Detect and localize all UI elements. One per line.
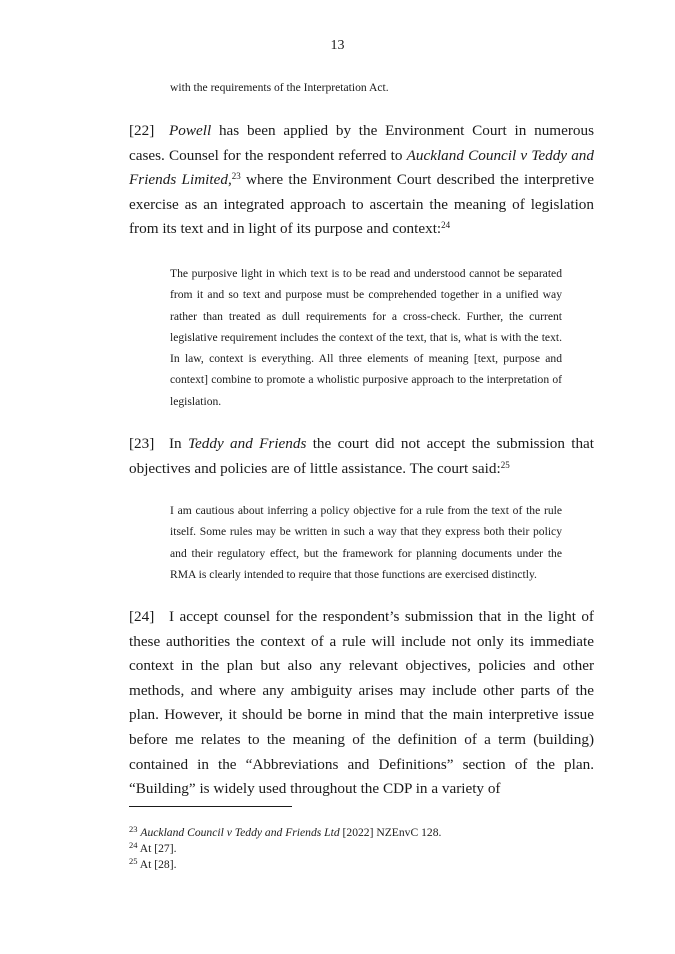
- paragraph-text: where the Environment Court described the interpretive exercise as an integrated approach to ascertain the meaning of legislation from its text and in light of its purpose and context:: [129, 171, 594, 238]
- case-name: Auckland Council v Teddy and Friends Ltd: [140, 826, 340, 839]
- footnote-text: At [28].: [139, 858, 177, 871]
- paragraph-text: I accept counsel for the respondent’s submission that in the light of these authorities the context of a rule will include not only its immediate context in the plan but also any relevant objectives, policies and other methods, and where any ambiguity arises may include other parts of the plan. However, it should be borne in mind that the main interpretive issue before me relates to the meaning of the definition of a term (building) contained in the “Abbreviations and Definitions” section of the plan. “Building” is widely used throughout the CDP in a variety of: [129, 608, 594, 798]
- paragraph-number: [22]: [129, 122, 155, 139]
- footnote-separator: [129, 806, 292, 807]
- paragraph-text: ,: [227, 171, 232, 189]
- paragraph-number: [23]: [129, 435, 155, 452]
- footnote-number: 25: [129, 856, 138, 866]
- paragraph-23: [129, 432, 594, 481]
- footnote-24: [129, 841, 176, 856]
- case-name: Powell: [169, 122, 212, 139]
- case-name: Teddy and Friends: [187, 435, 307, 452]
- footnote-23: [129, 825, 441, 840]
- paragraph-22: [129, 119, 594, 242]
- page-number: 13: [330, 38, 345, 53]
- block-quote: The purposive light in which text is to be read and understood cannot be separated from it and so text and purpose must be comprehended together in a unified way rather than treated as dull requirements for a cross-check. Further, the current legislative requirement includes the context of the text, that is, what is with the text. In law, context is everything. All three elements of meaning [text, purpose and context] combine to promote a wholistic purposive approach to the interpretation of legislation.: [170, 267, 562, 408]
- continuation-text: with the requirements of the Interpretation Act.: [170, 81, 389, 94]
- paragraph-text: the court did not accept the submission that objectives and policies are of little assistance. The court said:: [129, 435, 595, 477]
- footnote-text: [2022] NZEnvC 128.: [339, 826, 442, 839]
- case-name: Auckland Council v Teddy and Friends Limited: [129, 146, 594, 189]
- block-quote: I am cautious about inferring a policy objective for a rule from the text of the rule itself. Some rules may be written in such a way that they express both their policy and their regulatory effect, but the framework for planning documents under the RMA is clearly intended to require that those functions are exercised distinctly.: [170, 504, 562, 581]
- footnote-ref[interactable]: 24: [441, 220, 451, 231]
- footnote-ref[interactable]: 25: [500, 459, 510, 470]
- paragraph-24: [129, 605, 594, 802]
- footnote-number: 23: [129, 824, 138, 834]
- footnote-25: [129, 857, 176, 872]
- paragraph-text: In: [169, 435, 188, 452]
- footnote-number: 24: [129, 840, 138, 850]
- footnote-ref[interactable]: 23: [231, 171, 241, 182]
- paragraph-number: [24]: [129, 608, 155, 625]
- paragraph-text: has been applied by the Environment Court in numerous cases. Counsel for the respondent referred to: [129, 122, 594, 164]
- footnote-text: At [27].: [139, 842, 177, 855]
